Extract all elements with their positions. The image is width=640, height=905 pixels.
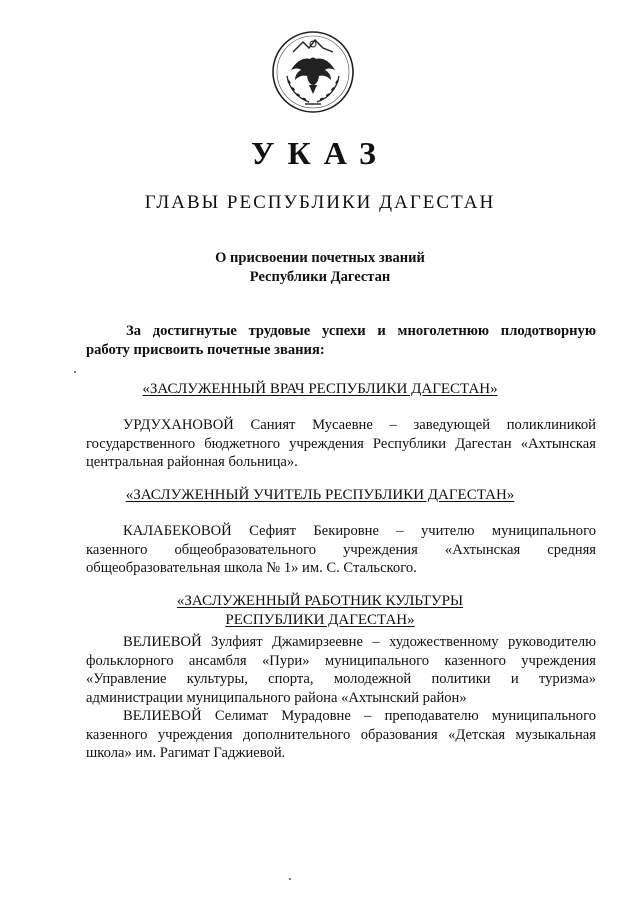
paragraph-line: КАЛАБЕКОВОЙ Сефият Бекировне – учителю муниципального bbox=[123, 523, 596, 539]
subject-line: Республики Дагестан bbox=[249, 269, 391, 285]
award-paragraph bbox=[86, 416, 596, 472]
award-heading-doctor: «ЗАСЛУЖЕННЫЙ ВРАЧ РЕСПУБЛИКИ ДАГЕСТАН» bbox=[142, 381, 498, 397]
document-subject bbox=[0, 249, 640, 287]
intro-line: За достигнутые трудовые успехи и многолетнюю плодотворную bbox=[126, 323, 596, 339]
paragraph-line: УРДУХАНОВОЙ Саният Мусаевне – заведующей поликлиникой bbox=[123, 417, 596, 433]
scan-speck bbox=[74, 371, 76, 373]
paragraph-line: «Управление культуры, спорта, молодежной политики и туризма» bbox=[86, 671, 596, 687]
paragraph-line: центральная районная больница». bbox=[86, 454, 298, 470]
paragraph-line: школа» им. Рагимат Гаджиевой. bbox=[86, 745, 286, 761]
intro-paragraph bbox=[86, 322, 596, 359]
paragraph-line: государственного бюджетного учреждения Республики Дагестан «Ахтынская bbox=[86, 435, 596, 452]
award-heading-culture: «ЗАСЛУЖЕННЫЙ РАБОТНИК КУЛЬТУРЫ РЕСПУБЛИКИ ДАГЕСТАН» bbox=[176, 593, 464, 628]
document-subtitle: ГЛАВЫ РЕСПУБЛИКИ ДАГЕСТАН bbox=[144, 192, 496, 213]
scan-speck bbox=[289, 878, 291, 880]
paragraph-line: ВЕЛИЕВОЙ Зулфият Джамирзеевне – художественному руководителю bbox=[123, 634, 596, 650]
paragraph-line: фольклорного ансамбля «Пури» муниципального казенного учреждения bbox=[86, 652, 596, 669]
dagestan-emblem-icon bbox=[271, 30, 355, 114]
award-paragraph bbox=[86, 633, 596, 763]
paragraph-line: общеобразовательная школа № 1» им. С. Стальского. bbox=[86, 560, 417, 576]
paragraph-line: ВЕЛИЕВОЙ Селимат Мурадовне – преподавателю муниципального bbox=[123, 708, 596, 724]
subject-line: О присвоении почетных званий bbox=[215, 250, 425, 266]
paragraph-line: администрации муниципального района «Ахтынский район» bbox=[86, 689, 467, 706]
document-title: УКАЗ bbox=[251, 135, 389, 171]
paragraph-line: казенного учреждения дополнительного образования «Детская музыкальная bbox=[86, 726, 596, 743]
award-paragraph bbox=[86, 522, 596, 578]
award-heading-teacher: «ЗАСЛУЖЕННЫЙ УЧИТЕЛЬ РЕСПУБЛИКИ ДАГЕСТАН» bbox=[125, 487, 515, 503]
paragraph-line: казенного общеобразовательного учреждения «Ахтынская средняя bbox=[86, 541, 596, 558]
intro-line: работу присвоить почетные звания: bbox=[86, 341, 325, 358]
